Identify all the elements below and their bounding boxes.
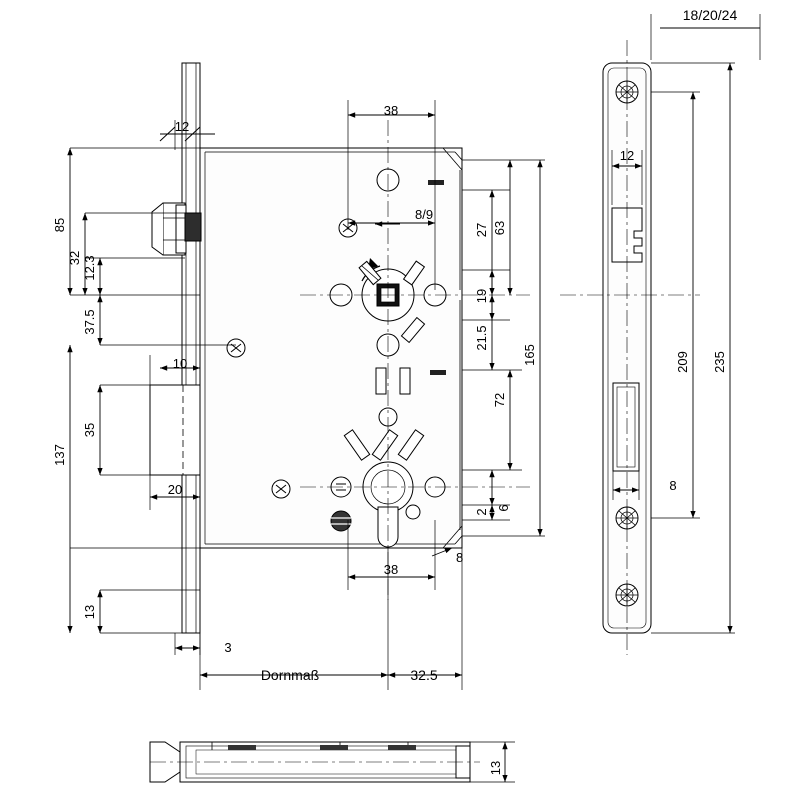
dim-72: 72 <box>492 392 507 408</box>
dim-32-5: 32.5 <box>410 667 438 683</box>
dim-3: 3 <box>224 640 232 655</box>
label-backset: Dornmaß <box>260 667 320 683</box>
dim-20: 20 <box>167 482 183 497</box>
dim-209: 209 <box>675 351 690 373</box>
dim-6: 6 <box>496 504 511 512</box>
dim-10: 10 <box>172 356 188 371</box>
dim-27: 27 <box>474 222 489 238</box>
dim-12-3: 12.3 <box>82 255 97 281</box>
dim-32: 32 <box>67 250 82 266</box>
dim-faceplate-thickness: 18/20/24 <box>682 7 738 23</box>
dim-8-face: 8 <box>669 478 677 493</box>
dim-63: 63 <box>492 220 507 236</box>
dim-21-5: 21.5 <box>474 325 489 351</box>
dim-165: 165 <box>522 344 537 366</box>
dim-12-top: 12 <box>174 119 190 134</box>
dim-13-side: 13 <box>488 760 503 776</box>
dim-137: 137 <box>52 444 67 466</box>
dim-8-9: 8/9 <box>415 207 434 222</box>
dim-235: 235 <box>712 351 727 373</box>
dim-8-bottom: 8 <box>456 550 464 565</box>
dim-38-bottom: 38 <box>383 562 399 577</box>
dim-12-face: 12 <box>619 148 635 163</box>
dim-13: 13 <box>82 604 97 620</box>
dim-2: 2 <box>474 508 489 516</box>
dim-85: 85 <box>52 217 67 233</box>
dim-37-5: 37.5 <box>82 309 97 335</box>
dim-35: 35 <box>82 422 97 438</box>
dim-19: 19 <box>474 288 489 304</box>
dim-38-top: 38 <box>383 103 399 118</box>
